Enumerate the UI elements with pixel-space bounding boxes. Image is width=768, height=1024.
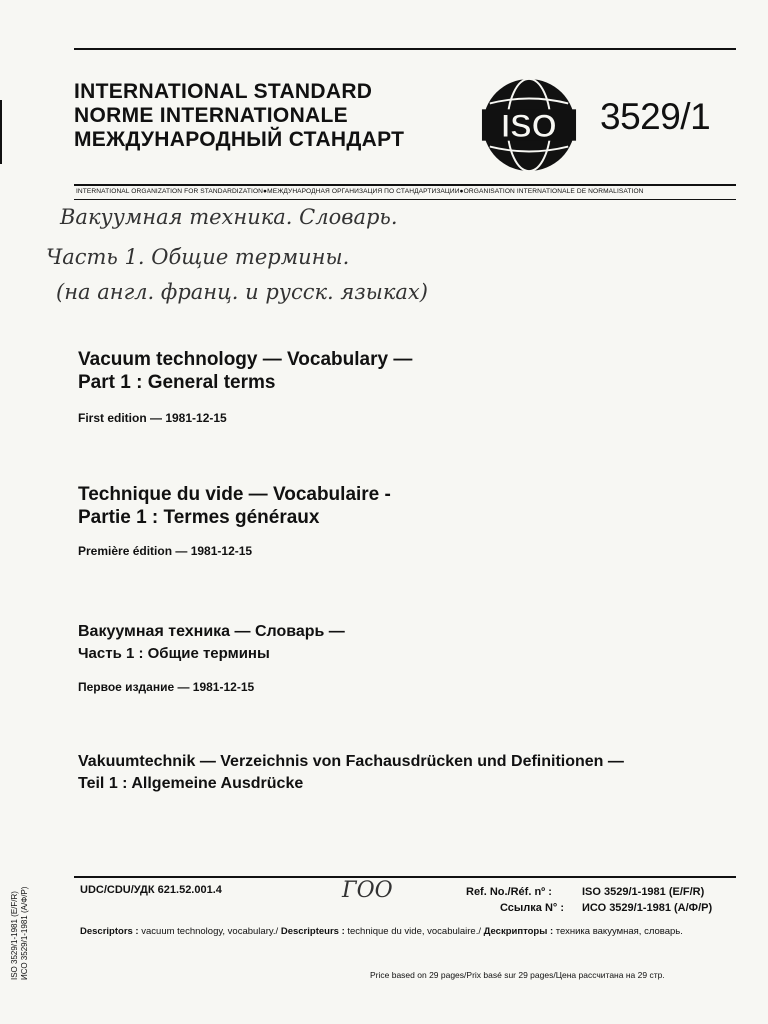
top-rule — [74, 48, 736, 50]
side-reference — [10, 887, 30, 980]
ref-ru-value: ИСО 3529/1-1981 (А/Ф/Р) — [582, 902, 713, 914]
title-de: Vakuumtechnik — Verzeichnis von Fachausdrücken und Definitionen — — [78, 753, 624, 770]
part-fr: Partie 1 : Termes généraux — [78, 507, 320, 528]
standard-number: 3529/1 — [600, 96, 711, 137]
title-ru: Вакуумная техника — Словарь — — [78, 623, 345, 640]
descriptors-label-en: Descriptors : — [80, 926, 139, 937]
udc-number: UDC/CDU/УДК 621.52.001.4 — [80, 884, 222, 896]
handwritten-line-3: (на англ. франц. и русск. языках) — [56, 280, 428, 304]
part-de: Teil 1 : Allgemeine Ausdrücke — [78, 775, 304, 792]
title-en: Vacuum technology — Vocabulary — — [78, 349, 413, 370]
descriptors-ru: техника вакуумная, словарь. — [555, 926, 683, 937]
handwritten-line-2: Часть 1. Общие термины. — [46, 245, 350, 269]
org-rule-bottom — [74, 199, 736, 200]
organization-line: INTERNATIONAL ORGANIZATION FOR STANDARDIZATION●МЕЖДУНАРОДНАЯ ОРГАНИЗАЦИЯ ПО СТАНДАРТИЗАЦИИ●ORGANISATION INTERNATIONALE DE NORMALISATION — [76, 188, 644, 195]
edition-ru: Первое издание — 1981-12-15 — [78, 680, 255, 694]
header-line-fr: NORME INTERNATIONALE — [74, 104, 348, 127]
descriptors-fr: technique du vide, vocabulaire./ — [347, 926, 481, 937]
price-note: Price based on 29 pages/Prix basé sur 29 pages/Цена рассчитана на 29 стр. — [370, 970, 665, 980]
side-reference-line-2: ИСО 3529/1-1981 (А/Ф/Р) — [20, 886, 29, 980]
footer-rule — [74, 876, 736, 878]
header-line-ru: МЕЖДУНАРОДНЫЙ СТАНДАРТ — [74, 128, 405, 151]
iso-logo — [480, 76, 578, 174]
descriptors-en: vacuum technology, vocabulary./ — [141, 926, 279, 937]
title-fr: Technique du vide — Vocabulaire - — [78, 484, 391, 505]
left-edge-mark — [0, 100, 2, 164]
descriptors-label-fr: Descripteurs : — [280, 926, 345, 937]
side-reference-line-1: ISO 3529/1-1981 (E/F/R) — [10, 891, 19, 980]
header-line-en: INTERNATIONAL STANDARD — [74, 80, 373, 103]
edition-fr: Première édition — 1981-12-15 — [78, 544, 253, 558]
iso-logo-text: ISO — [501, 107, 557, 144]
part-en: Part 1 : General terms — [78, 372, 276, 393]
handwritten-line-1: Вакуумная техника. Словарь. — [60, 205, 398, 229]
part-ru: Часть 1 : Общие термины — [78, 645, 270, 662]
org-rule-top — [74, 184, 736, 186]
ref-label: Ref. No./Réf. nº : — [466, 886, 552, 898]
ref-ru-label: Ссылка N° : — [500, 902, 565, 914]
descriptors-label-ru: Дескрипторы : — [483, 926, 554, 937]
ref-value: ISO 3529/1-1981 (E/F/R) — [582, 886, 705, 898]
edition-en: First edition — 1981-12-15 — [78, 411, 227, 425]
handwritten-note: ГОО — [342, 878, 393, 903]
descriptors — [80, 926, 740, 938]
